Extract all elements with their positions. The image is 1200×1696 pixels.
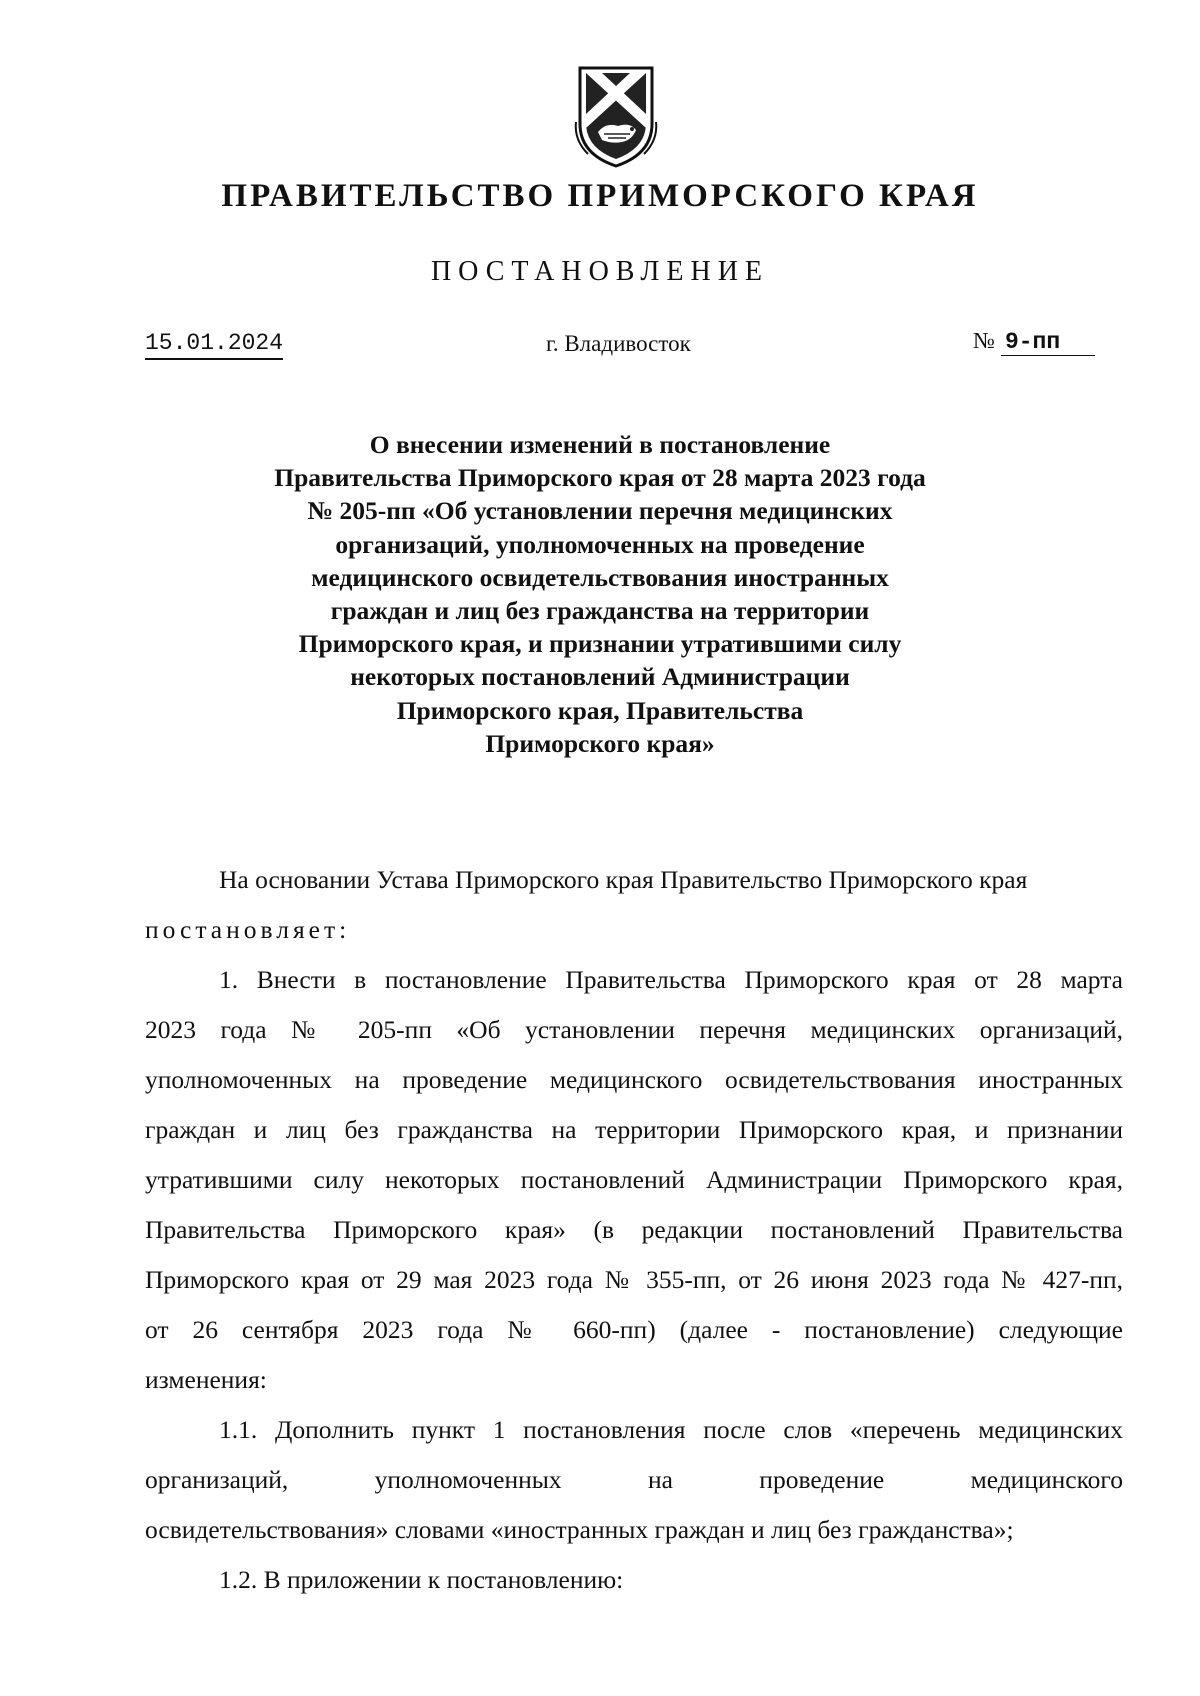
heading-line: Правительства Приморского края от 28 марта 2023 года [274, 463, 926, 493]
body-line: На основании Устава Приморского края Правительство Приморского края [219, 865, 1028, 894]
heading-line: О внесении изменений в постановление [369, 430, 831, 459]
body-line: 2023 года № 205-пп «Об установлении перечня медицинских организаций, [145, 1015, 1123, 1044]
organization-title: ПРАВИТЕЛЬСТВО ПРИМОРСКОГО КРАЯ [221, 178, 979, 214]
body-line: Правительства Приморского края» (в редакции постановлений Правительства [145, 1215, 1123, 1244]
document-date: 15.01.2024 [145, 330, 283, 360]
heading-line: медицинского освидетельствования иностранных [311, 562, 889, 592]
heading-line: Приморского края, и признании утратившими силу [298, 629, 902, 659]
body-line: от 26 сентября 2023 года № 660-пп) (далее - постановление) следующие [145, 1315, 1123, 1344]
body-line: изменения: [145, 1365, 267, 1394]
heading-line: организаций, уполномоченных на проведение [335, 529, 865, 559]
body-line: утратившими силу некоторых постановлений Администрации Приморского края, [145, 1165, 1123, 1194]
body-line: 1.2. В приложении к постановлению: [219, 1565, 624, 1594]
document-place: г. Владивосток [546, 331, 691, 356]
heading-line: Приморского края, Правительства [396, 695, 804, 725]
body-line: граждан и лиц без гражданства на территории Приморского края, и признании [145, 1115, 1123, 1144]
heading-line: Приморского края» [485, 728, 715, 758]
body-line: 1. Внести в постановление Правительства Приморского края от 28 марта [219, 965, 1123, 994]
coat-of-arms-icon [572, 62, 660, 170]
heading-line: № 205-пп «Об установлении перечня медицинских [307, 496, 893, 526]
body-line: организаций, уполномоченных на проведение медицинского [145, 1465, 1123, 1494]
heading-line: граждан и лиц без гражданства на территории [330, 596, 870, 626]
document-heading [200, 428, 1000, 760]
body-line: постановляет: [145, 915, 351, 944]
document-body [145, 855, 1123, 1605]
document-number [973, 328, 1095, 356]
body-line: освидетельствования» словами «иностранных граждан и лиц без гражданства»; [145, 1515, 1014, 1544]
document-type: ПОСТАНОВЛЕНИЕ [430, 256, 770, 287]
body-line: Приморского края от 29 мая 2023 года № 355-пп, от 26 июня 2023 года № 427-пп, [145, 1265, 1123, 1294]
number-sign: № [973, 328, 995, 353]
heading-line: некоторых постановлений Администрации [350, 662, 850, 692]
body-line: 1.1. Дополнить пункт 1 постановления после слов «перечень медицинских [219, 1415, 1123, 1444]
body-line: уполномоченных на проведение медицинского освидетельствования иностранных [145, 1065, 1123, 1094]
number-value: 9-пп [1001, 329, 1095, 356]
